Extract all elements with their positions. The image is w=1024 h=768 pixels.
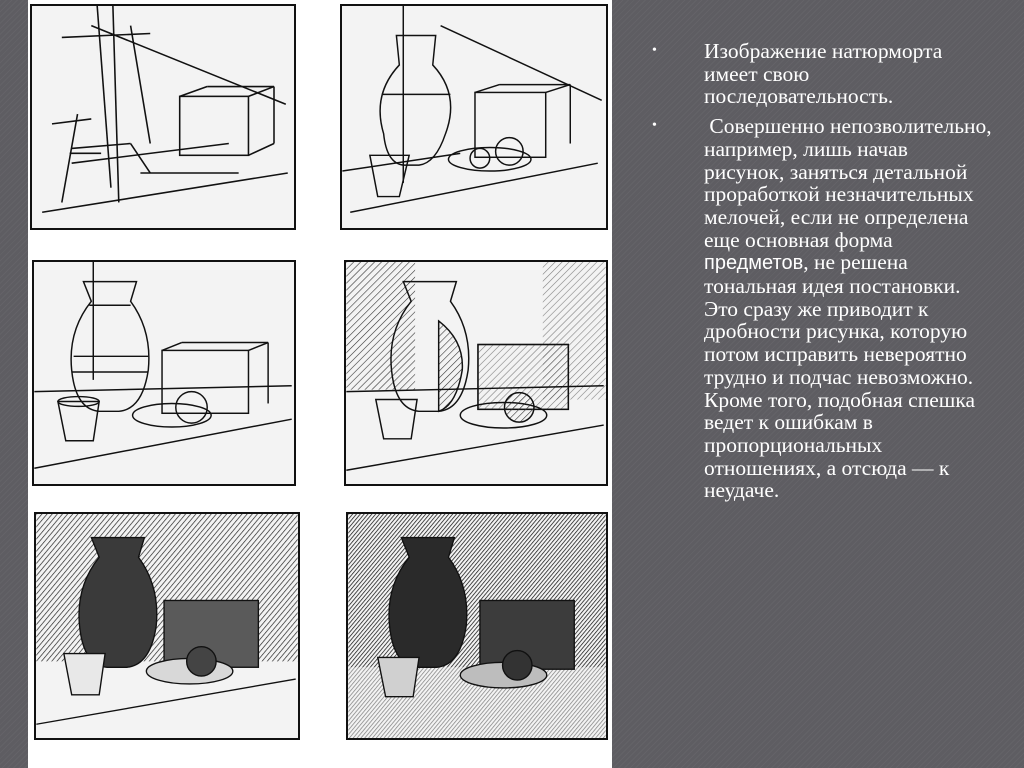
drawing-stage-1 [30, 4, 296, 230]
bullet-text-2-emphasis: предметов [704, 252, 804, 275]
drawing-stage-6 [346, 512, 608, 740]
tonal-development-sketch [36, 514, 298, 738]
final-tonal-sketch [348, 514, 606, 738]
illustration-panel [28, 0, 612, 768]
basic-forms-sketch [342, 6, 606, 228]
bullet-text-2-after: , не решена тональная идея постановки. Это сразу же приводит к дробности рисунка, которую потом исправить невероятно трудно и подчас невозможно. Кроме того, подобная спешка ведет к ошибкам в пропорциональных отношениях, а отсюда — к неудаче. [704, 250, 975, 503]
bullet-text-2-before: Совершенно непозволительно, например, лишь начав рисунок, заняться детальной проработкой незначительных мелочей, если не определена еще основная форма [704, 114, 998, 252]
drawing-stage-2 [340, 4, 608, 230]
construction-lines-sketch [32, 6, 294, 228]
drawing-stage-3 [32, 260, 296, 486]
refined-forms-sketch [34, 262, 294, 484]
text-panel [652, 39, 998, 509]
drawing-stage-4 [344, 260, 608, 486]
drawing-stage-5 [34, 512, 300, 740]
bullet-icon: • [652, 43, 657, 58]
bullet-item-2 [652, 114, 998, 503]
bullet-icon: • [652, 118, 657, 134]
bullet-text-1: Изображение натюрморта имеет свою последовательность. [704, 39, 943, 109]
light-shading-sketch [346, 262, 606, 484]
bullet-item-1 [652, 40, 992, 108]
